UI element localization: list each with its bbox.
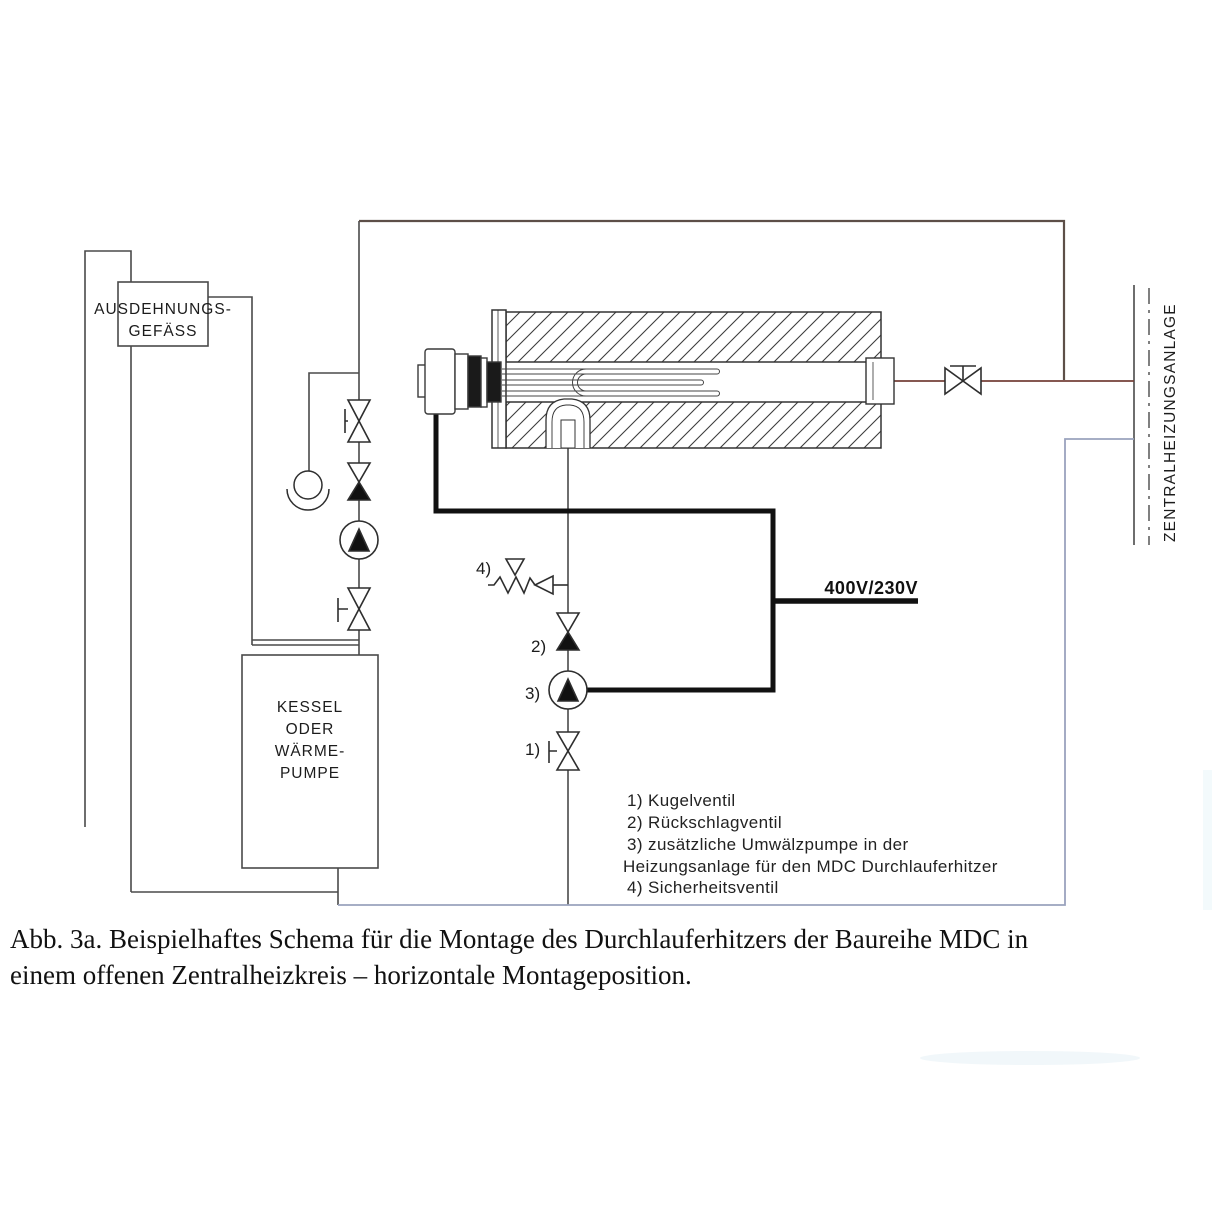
heater-unit bbox=[418, 310, 894, 448]
pump-left bbox=[340, 521, 378, 559]
heater-outlet-port bbox=[866, 358, 894, 404]
heater-shell-top bbox=[506, 312, 881, 362]
check-valve-middle bbox=[557, 613, 579, 650]
legend bbox=[623, 791, 998, 897]
scan-artifact bbox=[920, 1051, 1140, 1065]
outlet-valve bbox=[945, 366, 981, 394]
expansion-vessel-label-1: AUSDEHNUNGS- bbox=[94, 301, 232, 318]
marker-2: 2) bbox=[531, 637, 547, 656]
check-valve-left bbox=[348, 463, 370, 500]
legend-line-3: 3) zusätzliche Umwälzpumpe in der bbox=[627, 835, 909, 854]
marker-3: 3) bbox=[525, 684, 541, 703]
figure-caption-line-2: einem offenen Zentralheizkreis – horizontale Montageposition. bbox=[10, 960, 692, 990]
figure-caption-line-1: Abb. 3a. Beispielhaftes Schema für die Montage des Durchlauferhitzers der Baureihe MDC in bbox=[10, 924, 1029, 954]
safety-valve bbox=[488, 559, 568, 594]
boiler-label-3: WÄRME- bbox=[274, 743, 346, 760]
shutoff-valve-left-bottom bbox=[338, 588, 370, 630]
legend-line-2: 2) Rückschlagventil bbox=[627, 813, 782, 832]
boiler-label-4: PUMPE bbox=[279, 765, 341, 782]
marker-4: 4) bbox=[476, 559, 492, 578]
left-column-symbols bbox=[287, 400, 378, 630]
power-supply-label: 400V/230V bbox=[824, 578, 918, 598]
pump-middle bbox=[549, 671, 587, 709]
ball-valve bbox=[549, 732, 579, 770]
edge-artifact bbox=[1203, 770, 1212, 910]
boiler-box bbox=[242, 655, 378, 868]
central-heating-label: ZENTRALHEIZUNGSANLAGE bbox=[1162, 303, 1179, 542]
boiler-label-1: KESSEL bbox=[276, 699, 344, 716]
legend-line-1: 1) Kugelventil bbox=[627, 791, 736, 810]
marker-1: 1) bbox=[525, 740, 541, 759]
legend-line-5: 4) Sicherheitsventil bbox=[627, 878, 779, 897]
boiler-label-2: ODER bbox=[285, 721, 335, 738]
power-cable bbox=[436, 413, 918, 690]
legend-line-4: Heizungsanlage für den MDC Durchlauferhitzer bbox=[623, 857, 998, 876]
shutoff-valve-left-top bbox=[345, 400, 370, 442]
gauge-symbol bbox=[287, 471, 329, 510]
heater-connector-head bbox=[418, 349, 501, 414]
middle-column-symbols bbox=[488, 559, 587, 770]
expansion-vessel-label-2: GEFÄSS bbox=[128, 323, 198, 340]
